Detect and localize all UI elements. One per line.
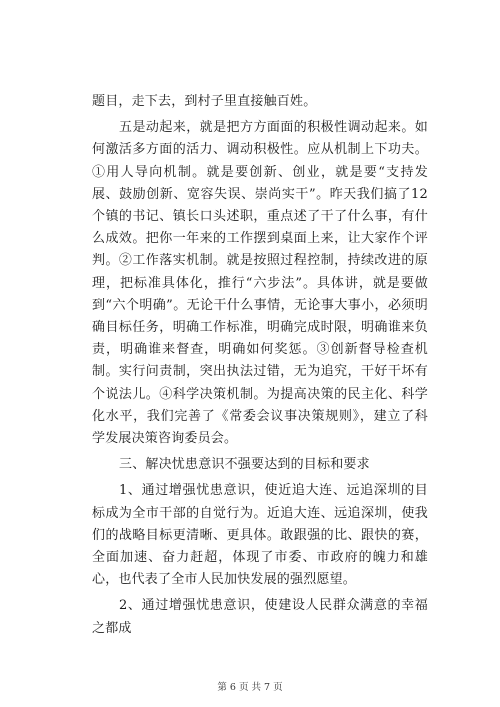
paragraph-goal-2: 2、通过增强忧患意识，使建设人民群众满意的幸福之都成 — [92, 598, 428, 636]
paragraph-goal-1: 1、通过增强忧患意识，使近追大连、远追深圳的目标成为全市干部的自觉行为。近追大连、远追深圳，使我们的战略目标更清晰、更具体。敢跟强的比、跟快的赛，全面加速、奋力赶超，体现了市委、市政府的魄力和雄心，也代表了全市人民加快发展的强烈愿望。 — [92, 483, 428, 588]
section-heading: 三、解决忧患意识不强要达到的目标和要求 — [119, 457, 370, 473]
page-footer: 第 6 页 共 7 页 — [217, 682, 283, 693]
document-body — [92, 91, 428, 644]
paragraph-point-five: 五是动起来，就是把方方面面的积极性调动起来。如何激活多方面的活力、调动积极性。应从机制上下功夫。①用人导向机制。就是要创新、创业，就是要“支持发展、鼓励创新、宽容失误、崇尚实干”。昨天我们搞了12个镇的书记、镇长口头述职，重点述了干了什么事，有什么成效。把你一年来的工作摆到桌面上来，让大家作个评判。②工作落实机制。就是按照过程控制，持续改进的原理，把标准具体化，推行“六步法”。具体讲，就是要做到“六个明确”。无论干什么事情，无论事大事小，必须明确目标任务，明确工作标准，明确完成时限，明确谁来负责，明确谁来督查，明确如何奖惩。③创新督导检查机制。实行问责制，突出执法过错，无为追究，干好干坏有个说法儿。④科学决策机制。为提高决策的民主化、科学化水平，我们完善了《常委会议事决策规则》，建立了科学发展决策咨询委员会。 — [92, 120, 428, 447]
paragraph-continuation: 题目，走下去，到村子里直接触百姓。 — [92, 94, 317, 109]
